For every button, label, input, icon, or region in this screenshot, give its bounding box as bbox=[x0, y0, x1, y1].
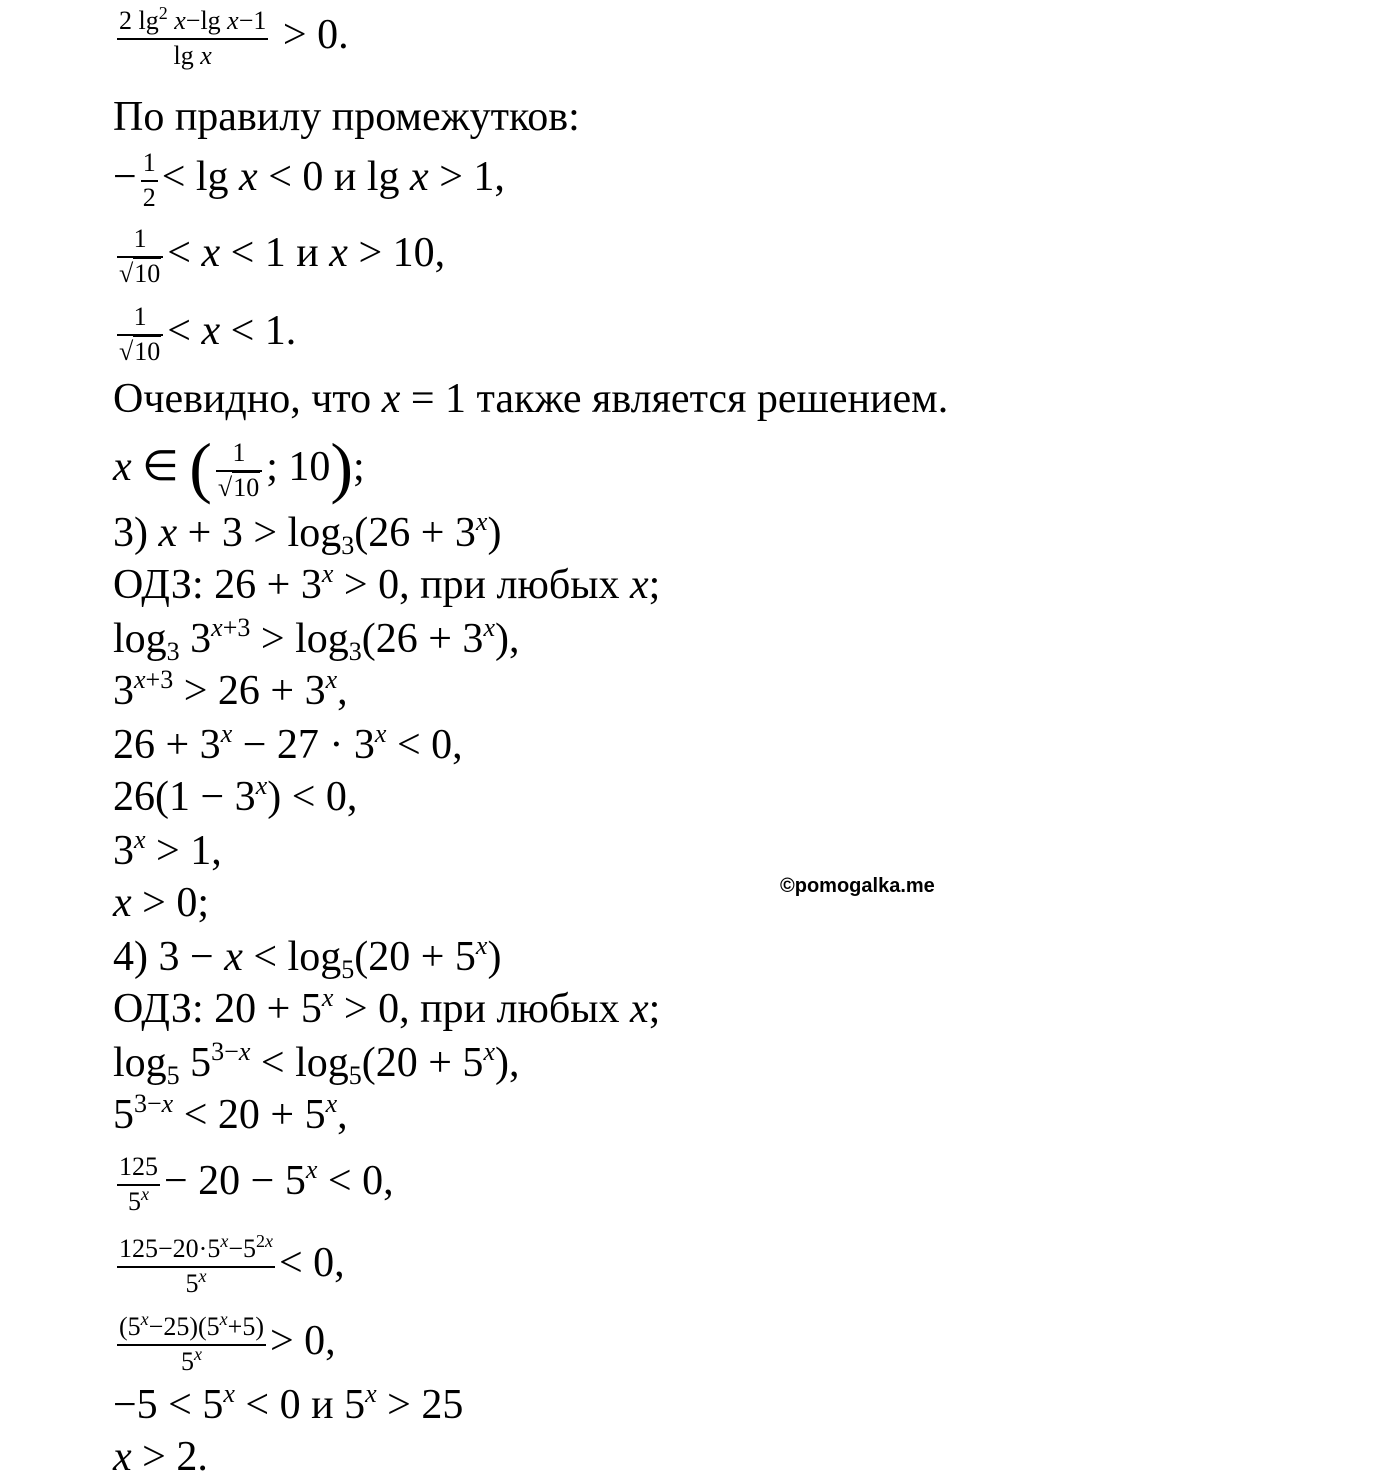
math-line: $\frac{125-20\cdot 5^x-5^{2x}}{5^x}$ < 0, bbox=[119, 1231, 345, 1298]
math-line: $-5 < 5^x < 0$ и $5^x > 25$ bbox=[113, 1379, 464, 1428]
math-line: $\frac{125}{5^x}$ − $20 - 5^x < 0$, bbox=[119, 1152, 394, 1216]
fraction: $\frac{1}{√10}$ bbox=[117, 226, 163, 287]
math-line: $26 + 3^x - 27 \cdot 3^x < 0$, bbox=[113, 719, 463, 768]
math-line: x ∈ ( $\frac{1}{√10}$ ; 10); bbox=[113, 429, 365, 506]
fraction: $\frac{(5^x-25)(5^x+5)}{5^x}$ bbox=[119, 1309, 264, 1376]
math-line: $\frac{1}{√10}$ < x < 1. bbox=[119, 302, 297, 366]
fraction: $\frac{1}{√10}$ bbox=[117, 304, 163, 365]
math-line: 4) $3 - x < \log_5(20 + 5^x)$ bbox=[113, 931, 502, 984]
math-line: $\frac{1}{√10}$ < x < 1 и x > 10, bbox=[119, 224, 446, 288]
math-line: 3) $x + 3 > \log_3(26 + 3^x)$ bbox=[113, 507, 502, 560]
math-line: $\log_5 5^{3-x} < \log_5(20 + 5^x)$, bbox=[113, 1037, 520, 1090]
math-line: ОДЗ: $20 + 5^x > 0$, при любых x; bbox=[113, 983, 661, 1032]
fraction: $\frac{1}{√10}$ bbox=[216, 440, 262, 501]
text-line: По правилу промежутков: bbox=[113, 94, 580, 140]
fraction: $\frac{2 \lg^2 x-\lg x-1}{\text{lg x}}$ bbox=[119, 3, 267, 70]
math-line: x > 0; bbox=[113, 880, 210, 926]
math-line: $\frac{2 \lg^2 x-\lg x-1}{\text{lg x}}$ > 0. bbox=[119, 3, 349, 70]
text-line: Очевидно, что x = 1 также является решением. bbox=[113, 376, 949, 422]
math-line: $\log_3 3^{x+3} > \log_3(26 + 3^x)$, bbox=[113, 613, 520, 666]
math-line: x > 2. bbox=[113, 1434, 208, 1480]
watermark: ©pomogalka.me bbox=[780, 875, 935, 897]
fraction: $\frac{1}{2}$ bbox=[142, 148, 156, 212]
math-line: − $\frac{1}{2}$ < lg x < 0 и lg x > 1, bbox=[113, 148, 505, 212]
math-line: ОДЗ: $26 + 3^x > 0$, при любых x; bbox=[113, 559, 661, 608]
math-line: $3^{x+3} > 26 + 3^x$, bbox=[113, 665, 348, 714]
math-line: $3^x > 1$, bbox=[113, 825, 222, 874]
fraction: $\frac{125-20\cdot 5^x-5^{2x}}{5^x}$ bbox=[119, 1231, 273, 1298]
math-line: $26(1 - 3^x) < 0$, bbox=[113, 771, 358, 820]
math-line: $5^{3-x} < 20 + 5^x$, bbox=[113, 1089, 348, 1138]
fraction: $\frac{125}{5^x}$ bbox=[119, 1152, 158, 1216]
math-line: $\frac{(5^x-25)(5^x+5)}{5^x}$ > 0, bbox=[119, 1309, 336, 1376]
